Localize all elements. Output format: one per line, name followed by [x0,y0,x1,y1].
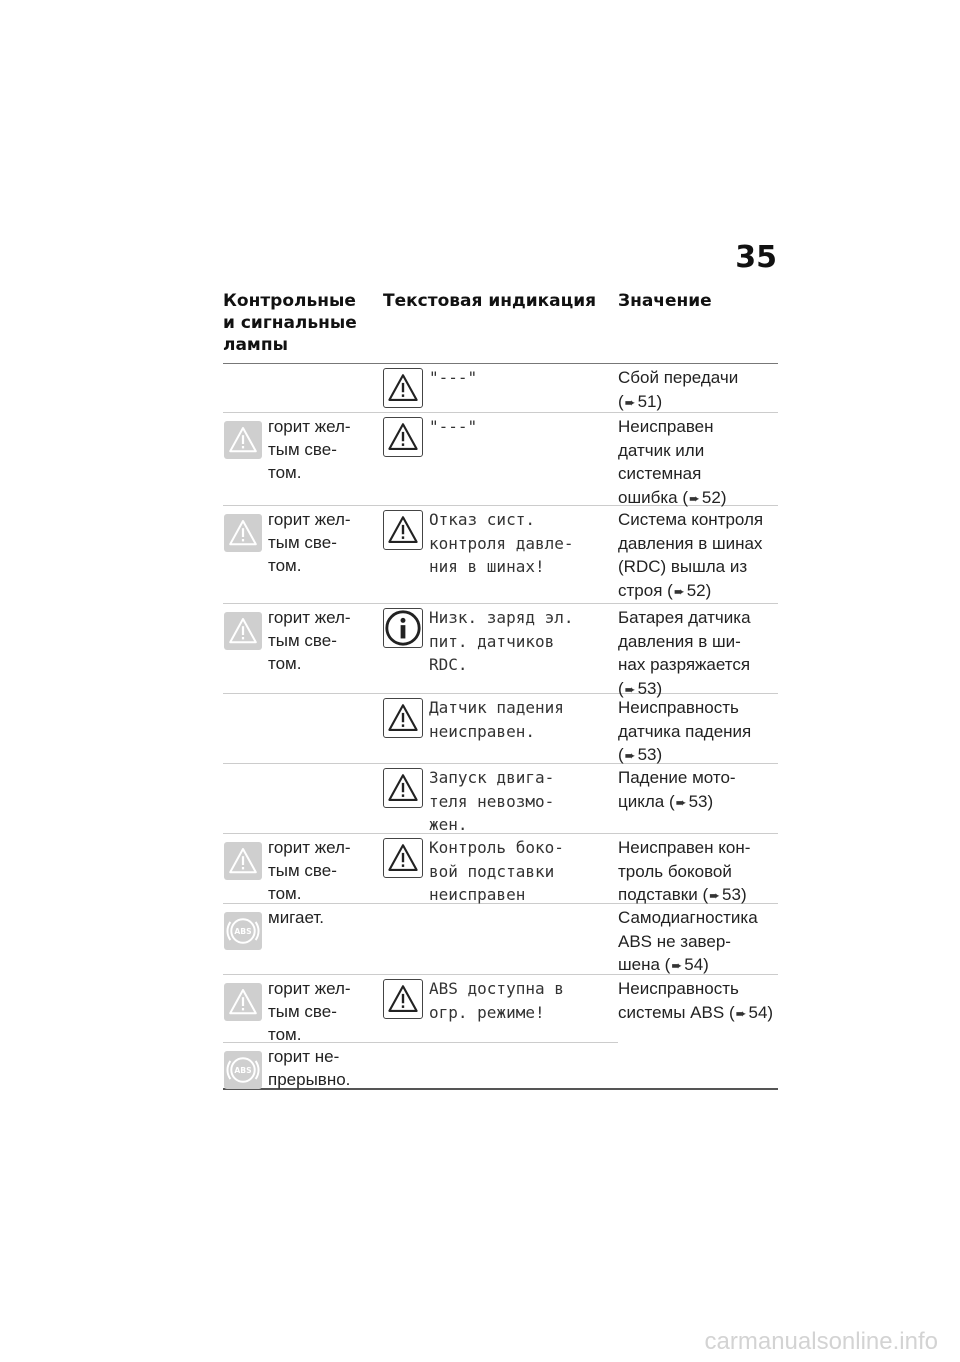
page-number: 35 [735,240,777,275]
warning-triangle-icon [383,768,423,808]
arrow-right-icon: ➨ [735,1005,747,1021]
meaning-text: Батарея датчика давления в ши- нах разряжается [618,608,751,674]
warning-triangle-icon [224,983,262,1021]
header-display-text: Текстовая индикация [383,291,597,311]
ref-open-paren: ( [618,391,624,411]
lamp-state: горит жел- тым све- том. [268,417,351,482]
lamp-state: горит жел- тым све- том. [268,608,351,673]
ref-page: 52) [686,580,712,600]
page-reference[interactable] [729,1003,773,1022]
lamp-state: горит жел- тым све- том. [268,979,351,1044]
page-reference[interactable] [702,885,746,904]
header-meaning: Значение [618,291,712,311]
table-row [223,834,778,904]
meaning [618,977,778,1025]
table-row [223,506,778,604]
meaning-text: Падение мото- цикла [618,768,736,811]
ref-open-paren: ( [618,678,624,698]
meaning [618,415,778,510]
ref-page: 54) [748,1002,774,1022]
warning-triangle-icon [224,421,262,459]
arrow-right-icon: ➨ [709,888,721,903]
svg-text:ABS: ABS [234,1066,252,1076]
header-lamps: Контрольные и сигнальные лампы [223,291,357,355]
display-text: "---" [429,368,478,387]
abs-icon [224,912,262,950]
table-header [223,290,778,364]
meaning-text: Неисправен датчик или системная ошибка [618,417,714,507]
table-row [223,904,778,975]
display-text: ABS доступна в огр. режиме! [429,979,564,1022]
table-row [223,764,778,834]
warning-triangle-icon [383,368,423,408]
ref-page: 54) [684,955,709,974]
arrow-right-icon: ➨ [624,681,636,697]
display-text: Низк. заряд эл. пит. датчиков RDC. [429,608,574,674]
meaning-text: Неисправность системы ABS [618,979,739,1022]
warning-triangle-icon [224,514,262,552]
lamp-state: горит не- прерывно. [268,1047,351,1089]
warning-triangle-icon [383,417,423,457]
page-reference[interactable] [667,581,711,600]
meaning [618,766,778,814]
table-row [223,1043,778,1090]
warning-triangle-icon [224,612,262,650]
page-reference[interactable] [665,955,709,974]
ref-open-paren: ( [702,885,709,904]
page-reference[interactable] [618,392,662,411]
meaning [618,366,778,414]
ref-open-paren: ( [667,580,673,600]
svg-text:ABS: ABS [234,927,252,937]
arrow-right-icon: ➨ [673,583,685,599]
display-text: Контроль боко- вой подставки неисправен [429,838,564,904]
arrow-right-icon: ➨ [689,490,700,506]
warning-lamps-table [223,290,778,1090]
display-text: Отказ сист. контроля давле- ния в шинах! [429,510,574,576]
ref-open-paren: ( [682,487,688,507]
warning-triangle-icon [383,979,423,1019]
table-row [223,604,778,698]
watermark: carmanualsonline.info [704,1328,938,1355]
meaning-text: Сбой передачи [618,368,739,387]
info-icon [383,608,423,648]
arrow-right-icon: ➨ [624,394,636,410]
ref-page: 52) [701,487,727,507]
meaning-text: Неисправен кон- троль боковой подставки [618,838,751,904]
ref-page: 51) [637,391,663,411]
table-row [223,694,778,764]
lamp-state: горит жел- тым све- том. [268,838,351,903]
ref-page: 53) [637,745,663,764]
table-row [223,975,778,1043]
page-reference[interactable] [618,745,662,764]
ref-page: 53) [722,885,747,904]
meaning [618,696,778,768]
ref-open-paren: ( [728,1002,735,1022]
meaning-text: Неисправность датчика падения [618,698,752,741]
display-text: Запуск двига- теля невозмо- жен. [429,768,555,834]
table-row [223,364,778,413]
meaning [618,606,778,701]
arrow-right-icon: ➨ [624,748,636,763]
lamp-state: мигает. [268,908,324,927]
display-text: "---" [429,417,478,436]
warning-triangle-icon [383,838,423,878]
meaning-text: Система контроля давления в шинах (RDC) вышла из строя [618,510,764,600]
arrow-right-icon: ➨ [671,958,683,973]
meaning [618,508,778,603]
ref-page: 53) [637,678,663,698]
page-reference[interactable] [682,488,726,507]
meaning-text: Самодиагностика ABS не завер- шена [618,908,758,974]
ref-open-paren: ( [664,955,671,974]
display-text: Датчик падения неисправен. [429,698,564,741]
page-reference[interactable] [669,792,713,811]
meaning [618,836,778,908]
arrow-right-icon: ➨ [675,794,687,810]
lamp-state: горит жел- тым све- том. [268,510,351,575]
ref-page: 53) [688,791,714,811]
table-row [223,413,778,506]
warning-triangle-icon [383,698,423,738]
warning-triangle-icon [383,510,423,550]
abs-icon [224,1051,262,1089]
ref-open-paren: ( [668,791,675,811]
warning-triangle-icon [224,842,262,880]
meaning [618,906,778,978]
ref-open-paren: ( [618,745,624,764]
